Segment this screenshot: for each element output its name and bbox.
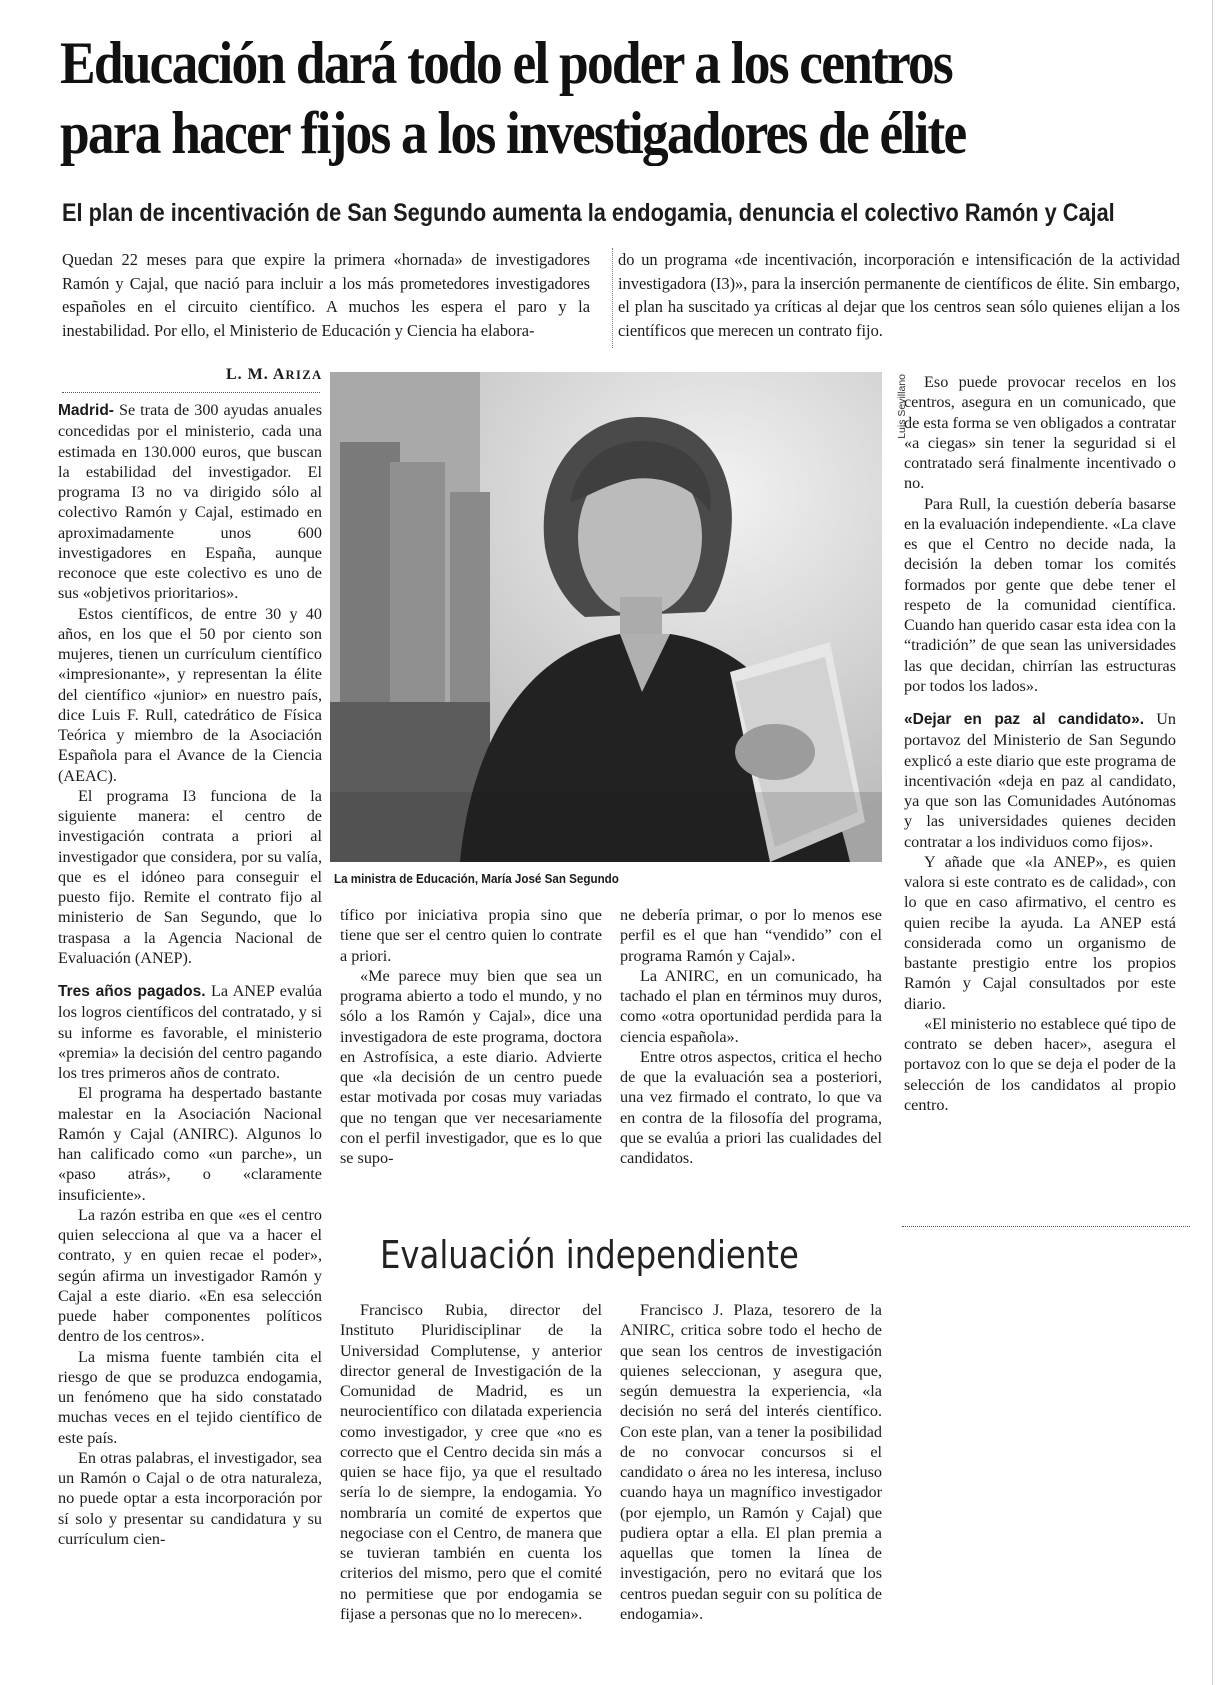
headline: [60, 28, 1066, 168]
paragraph: Eso puede provocar recelos en los centros, asegura en un comunicado, que de esta forma se ven obligados a contratar «a ciegas» sin tener la seguridad si el contratado será finalmente incentivado o no.: [904, 373, 1176, 493]
byline-initials: L. M. A: [226, 366, 286, 383]
paragraph: La misma fuente también cita el riesgo de que se produzca endogamia, un fenómeno que ha sido constatado muchas veces en el tejido científico de este país.: [58, 1347, 322, 1447]
subheadline: El plan de incentivación de San Segundo aumenta la endogamia, denuncia el colectivo Ramón y Cajal: [62, 199, 1115, 227]
paragraph: La razón estriba en que «es el centro quien selecciona al que va a hacer el contrato, y en quien recae el poder», según afirma un investigador Ramón y Cajal a este diario. «En esa selección puede haber componentes políticos dentro de los centros».: [58, 1205, 322, 1346]
paragraph: Para Rull, la cuestión debería basarse en la evaluación independiente. «La clave es que el Centro no decide nada, la decisión la deben tomar los comités formados por gente que debe tener el respeto de la comunidad científica. Cuando han querido casar esta idea con la “tradición” de que sean las universidades las que decidan, chirrían las estructuras por todos los lados».: [904, 494, 1176, 695]
body-column-2: [340, 905, 602, 1168]
paragraph: Y añade que «la ANEP», es quien valora si este contrato es de calidad», con lo que en caso afirmativo, el centro es quien recibe la ayuda. La ANEP está considerada como un organismo de bastante prestigio entre los propios Ramón y Cajal consultados por este diario.: [904, 852, 1176, 1013]
body-column-4: [904, 372, 1176, 1115]
photo-illustration: [330, 372, 882, 862]
paragraph: La ANIRC, en un comunicado, ha tachado el plan en términos muy duros, como «otra oportunidad perdida para la ciencia española».: [620, 966, 882, 1046]
column-end-rule: [902, 1226, 1190, 1227]
paragraph: «El ministerio no establece qué tipo de contrato se deben hacer», asegura el portavoz con lo que se deja el poder de la selección de los candidatos al propio centro.: [904, 1014, 1176, 1114]
paragraph: Entre otros aspectos, critica el hecho de que la evaluación sea a posteriori, una vez firmado el contrato, lo que va en contra de la filosofía del programa, que se evalúa a priori las cualidades del candidatos.: [620, 1047, 882, 1167]
lead-column-2: [618, 248, 1180, 342]
byline-surname: RIZA: [285, 368, 323, 382]
paragraph: El programa ha despertado bastante malestar en la Asociación Nacional Ramón y Cajal (ANIRC). Algunos lo han calificado como «un parche», un «paso atrás», o «claramente insuficiente».: [58, 1084, 322, 1204]
page-edge: [1212, 0, 1213, 1685]
headline-line-1: Educación dará todo el poder a los centros: [60, 30, 952, 96]
body-column-1: [58, 400, 322, 1549]
paragraph: «Me parece muy bien que sea un programa abierto a todo el mundo, y no sólo a los Ramón y Cajal», dice una investigadora de este programa, doctora en Astrofísica, a este diario. Advierte que «la decisión de un centro puede estar motivada por cosas muy variadas que no tengan que ver necesariamente con el perfil investigador, que es lo que se supo-: [340, 966, 602, 1167]
sidebar-column-b: [620, 1300, 882, 1624]
photo-credit: Luis Sevillano: [896, 374, 908, 439]
sidebar-title: Evaluación independiente: [380, 1233, 799, 1277]
lead-column-1: [62, 248, 590, 342]
paragraph: Tres años pagados. La ANEP evalúa los logros científicos del contratado, y si su informe es favorable, el ministerio «premia» la decisión del centro pagando los tres primeros años de contrato.: [58, 982, 323, 1082]
byline-rule: [62, 392, 320, 393]
column-rule: [612, 248, 613, 348]
paragraph: Francisco J. Plaza, tesorero de la ANIRC, critica sobre todo el hecho de que sean los centros de investigación quienes seleccionan, y asegura que, según demuestra la experiencia, «la decisión no será del interés científico. Con este plan, van a tener la posibilidad de no convocar concursos si el candidato o área no les interesa, incluso cuando haya un magnífico investigador (por ejemplo, un Ramón y Cajal) que pudiera optar a ella. El plan premia a aquellas que tomen la línea de investigación, pero no evitará que los centros puedan seguir con su política de endogamia».: [620, 1301, 882, 1623]
headline-line-2: para hacer fijos a los investigadores de élite: [60, 100, 966, 166]
paragraph: Francisco Rubia, director del Instituto Pluridisciplinar de la Universidad Complutense, y anterior director general de Investigación de la Comunidad de Madrid, es un neurocientífico con dilatada experiencia como investigador, y cree que «no es correcto que el Centro decida sin más a quien se hace fijo, ya que el resultado sería lo de siempre, la endogamia. Yo nombraría un comité de expertos que negociase con el Centro, de manera que se tuvieran también en cuenta los criterios del mismo, pero que el comité no permitiese que por endogamia se fijase a personas que no lo merecen».: [340, 1301, 602, 1623]
lead-text-2: do un programa «de incentivación, incorporación e intensificación de la actividad investigadora (I3)», para la inserción permanente de científicos de élite. Sin embargo, el plan ha suscitado ya críticas al dejar que los centros sean sólo quienes elijan a los científicos que merecen un contrato fijo.: [618, 250, 1180, 340]
paragraph: ne debería primar, o por lo menos ese perfil es el que han “vendido” con el programa Ramón y Cajal».: [620, 906, 882, 965]
minister-photo: [330, 372, 882, 862]
paragraph: En otras palabras, el investigador, sea un Ramón o Cajal o de otra naturaleza, no puede optar a esta incorporación por sí solo y presentar su candidatura y su currículum cien-: [58, 1448, 322, 1548]
paragraph: Madrid- Se trata de 300 ayudas anuales concedidas por el ministerio, cada una estimada en 130.000 euros, que buscan la estabilidad del investigador. El programa I3 no va dirigido sólo al colectivo Ramón y Cajal, estimado en aproximadamente unos 600 investigadores en España, aunque reconoce que este colectivo es uno de sus «objetivos prioritarios».: [58, 401, 323, 603]
section-kicker: Tres años pagados.: [58, 983, 206, 1000]
section-kicker: «Dejar en paz al candidato».: [904, 711, 1145, 728]
paragraph: tífico por iniciativa propia sino que tiene que ser el centro quien lo contrate a priori.: [340, 906, 602, 965]
byline: [226, 366, 323, 384]
photo-caption: La ministra de Educación, María José San Segundo: [334, 872, 619, 886]
body-column-3: [620, 905, 882, 1168]
paragraph: «Dejar en paz al candidato». Un portavoz del Ministerio de San Segundo explicó a este diario que este programa de incentivación «deja en paz al candidato, ya que son las Comunidades Autónomas y las universidades quienes deciden contratar a los individuos como fijos».: [904, 710, 1176, 851]
sidebar-column-a: [340, 1300, 602, 1624]
dateline: Madrid-: [58, 402, 114, 419]
paragraph: El programa I3 funciona de la siguiente manera: el centro de investigación contrata a priori al investigador que considera, por su valía, que es el idóneo para conseguir el puesto fijo. Remite el contrato fijo al ministerio de San Segundo, que lo traspasa a la Agencia Nacional de Evaluación (ANEP).: [58, 786, 322, 967]
paragraph: Estos científicos, de entre 30 y 40 años, en los que el 50 por ciento son mujeres, tienen un currículum científico «impresionante», y representan la élite del científico «junior» en nuestro país, dice Luis F. Rull, catedrático de Física Teórica y miembro de la Asociación Española para el Avance de la Ciencia (AEAC).: [58, 604, 322, 785]
lead-text-1: Quedan 22 meses para que expire la primera «hornada» de investigadores Ramón y Cajal, que nació para incluir a los más prometedores investigadores españoles en el circuito científico. A muchos les espera el paro y la inestabilidad. Por ello, el Ministerio de Educación y Ciencia ha elabora-: [62, 250, 590, 340]
